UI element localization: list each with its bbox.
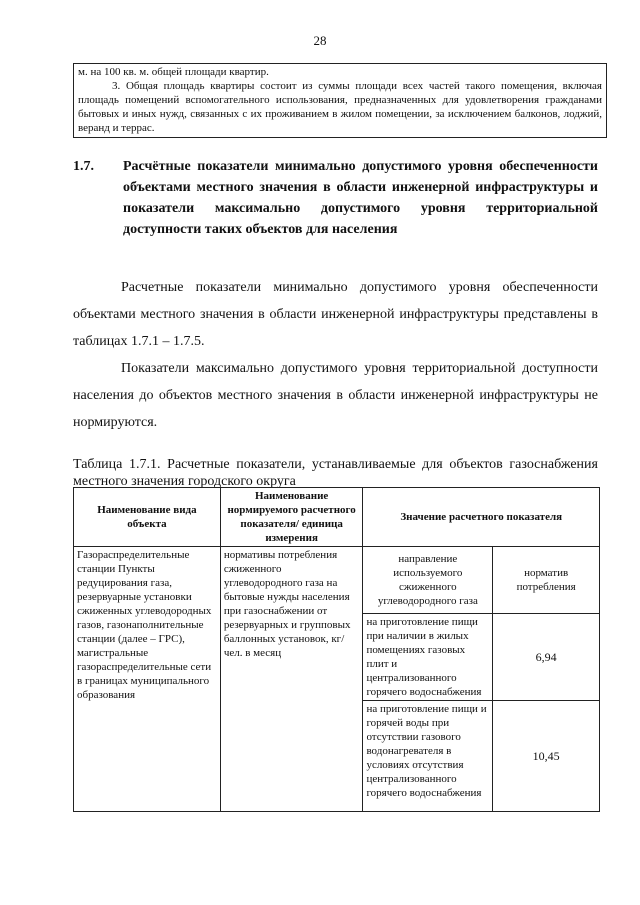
norm-value-cell: 6,94 <box>493 614 600 701</box>
table-header-row <box>74 488 600 547</box>
footnote-paragraph: 3. Общая площадь квартиры состоит из суммы площади всех частей такого помещения, включая площадь помещений вспомогательного использования, предназначенных для удовлетворения гражданами бытовых и иных нужд, связанных с их проживанием в жилом помещении, за исключением балконов, лоджий, веранд и террас. <box>78 80 602 134</box>
object-type-cell: Газораспределительные станции Пункты редуцирования газа, резервуарные установки сжиженных углеводородных газов, газонаполнительные станции (далее – ГРС), магистральные газораспределительные сети в границах муниципального образования <box>74 547 221 812</box>
section-number: 1.7. <box>73 159 94 174</box>
header-object-type: Наименование вида объекта <box>74 488 221 547</box>
section-title: Расчётные показатели минимально допустимого уровня обеспеченности объектами местного значения в области инженерной инфраструктуры и показатели максимально допустимого уровня территориальной доступности таких объектов для населения <box>123 159 598 237</box>
section-heading <box>73 156 598 240</box>
footnote-box <box>73 63 607 138</box>
indicator-cell: нормативы потребления сжиженного углеводородного газа на бытовые нужды населения при газоснабжении от резервуарных и групповых баллонных установок, кг/ чел. в месяц <box>220 547 363 812</box>
body-paragraph-1: Расчетные показатели минимально допустимого уровня обеспеченности объектами местного значения в области инженерной инфраструктуры представлены в таблицах 1.7.1 – 1.7.5. <box>73 280 598 349</box>
direction-cell: на приготовление пищи и горячей воды при отсутствии газового водонагревателя в условиях отсутствия централизованного горячего водоснабжения <box>363 701 493 812</box>
direction-cell: на приготовление пищи при наличии в жилых помещениях газовых плит и централизованного горячего водоснабжения <box>363 614 493 701</box>
header-indicator: Наименование нормируемого расчетного показателя/ единица измерения <box>220 488 363 547</box>
subheader-direction: направление используемого сжиженного углеводородного газа <box>363 547 493 614</box>
table-row <box>74 547 600 614</box>
norm-value-cell: 10,45 <box>493 701 600 812</box>
table-caption: Таблица 1.7.1. Расчетные показатели, устанавливаемые для объектов газоснабжения местного значения городского округа <box>73 457 598 489</box>
gas-supply-table <box>73 487 600 812</box>
body-paragraph-2: Показатели максимально допустимого уровня территориальной доступности населения до объектов местного значения в области инженерной инфраструктуры не нормируются. <box>73 361 598 430</box>
header-value: Значение расчетного показателя <box>363 488 600 547</box>
page-number: 28 <box>313 33 327 48</box>
subheader-norm: норматив потребления <box>493 547 600 614</box>
footnote-line: м. на 100 кв. м. общей площади квартир. <box>78 66 269 78</box>
